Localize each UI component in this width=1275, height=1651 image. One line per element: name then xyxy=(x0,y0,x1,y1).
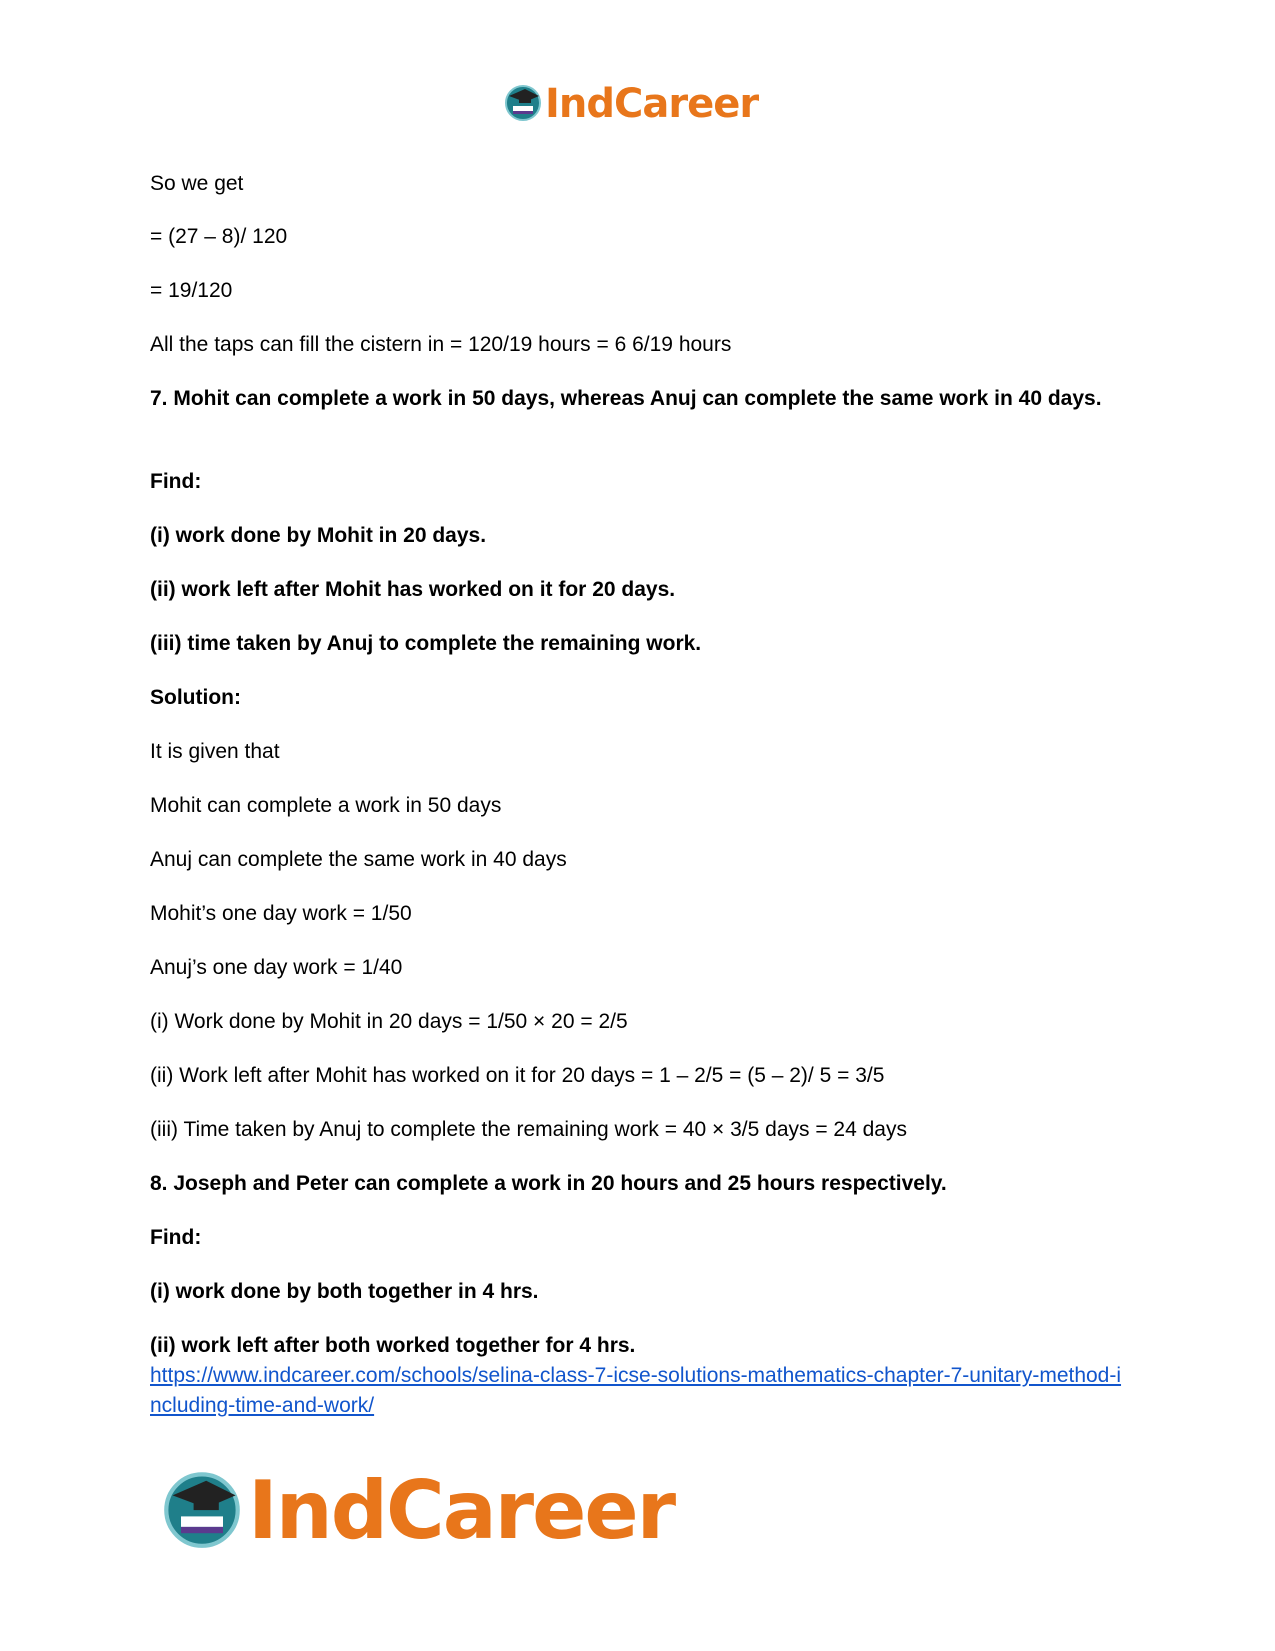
source-link-container xyxy=(150,1361,1130,1421)
text-line: = (27 – 8)/ 120 xyxy=(150,225,288,248)
solution-label: Solution: xyxy=(150,686,241,709)
footer-logo-text: IndCareer xyxy=(248,1463,675,1557)
text-line: All the taps can fill the cistern in = 120/19 hours = 6 6/19 hours xyxy=(150,333,732,356)
graduation-cap-book-icon xyxy=(503,82,543,127)
question-part: (i) work done by both together in 4 hrs. xyxy=(150,1280,539,1303)
question-part: (iii) time taken by Anuj to complete the remaining work. xyxy=(150,632,702,655)
text-line: (iii) Time taken by Anuj to complete the remaining work = 40 × 3/5 days = 24 days xyxy=(150,1118,907,1141)
header-logo[interactable] xyxy=(503,80,758,128)
question-part: (ii) work left after both worked together for 4 hrs. xyxy=(150,1334,636,1357)
question-part: (ii) work left after Mohit has worked on it for 20 days. xyxy=(150,578,676,601)
question-part: (i) work done by Mohit in 20 days. xyxy=(150,524,487,547)
text-line: It is given that xyxy=(150,740,280,763)
text-line: Anuj can complete the same work in 40 days xyxy=(150,848,567,871)
text-line: Mohit’s one day work = 1/50 xyxy=(150,902,412,925)
header-logo-text: IndCareer xyxy=(545,81,759,127)
graduation-cap-book-icon xyxy=(160,1466,244,1555)
text-line: Anuj’s one day work = 1/40 xyxy=(150,956,403,979)
text-line: (i) Work done by Mohit in 20 days = 1/50 × 20 = 2/5 xyxy=(150,1010,628,1033)
question-heading: 7. Mohit can complete a work in 50 days, whereas Anuj can complete the same work in 40 days. xyxy=(150,387,1102,410)
text-line: So we get xyxy=(150,172,244,195)
find-label: Find: xyxy=(150,1226,202,1249)
text-line: Mohit can complete a work in 50 days xyxy=(150,794,502,817)
footer-logo[interactable] xyxy=(160,1465,674,1555)
find-label: Find: xyxy=(150,470,202,493)
question-heading: 8. Joseph and Peter can complete a work in 20 hours and 25 hours respectively. xyxy=(150,1172,947,1195)
text-line: = 19/120 xyxy=(150,279,233,302)
text-line: (ii) Work left after Mohit has worked on it for 20 days = 1 – 2/5 = (5 – 2)/ 5 = 3/5 xyxy=(150,1064,885,1087)
source-link[interactable]: https://www.indcareer.com/schools/selina-class-7-icse-solutions-mathematics-chapter-7-unitary-method-including-time-and-work/ xyxy=(150,1364,1122,1417)
